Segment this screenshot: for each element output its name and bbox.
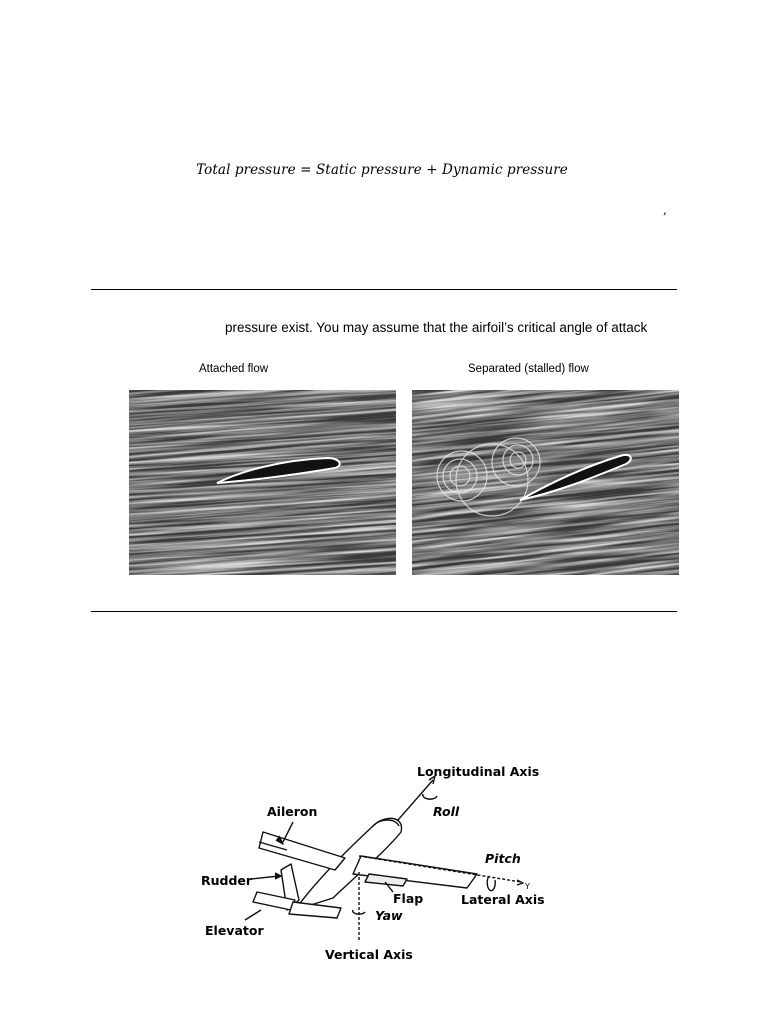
stalled-flow-photo	[412, 390, 679, 575]
label-rudder: Rudder	[201, 873, 253, 888]
aircraft-axes-diagram	[195, 752, 550, 967]
stalled-flow-caption: Separated (stalled) flow	[468, 363, 589, 375]
body-text-line: pressure exist. You may assume that the airfoil’s critical angle of attack	[225, 320, 648, 335]
label-pitch: Pitch	[485, 851, 521, 866]
label-aileron: Aileron	[267, 804, 318, 819]
attached-flow-photo	[129, 390, 396, 575]
label-flap: Flap	[393, 891, 424, 906]
stray-comma: ,	[663, 203, 667, 217]
divider-bottom	[91, 611, 677, 612]
divider-top	[91, 289, 677, 290]
label-lateral-axis: Lateral Axis	[461, 892, 545, 907]
label-longitudinal-axis: Longitudinal Axis	[417, 764, 540, 779]
roll-rotation-arrow-icon	[423, 794, 437, 799]
label-vertical-axis: Vertical Axis	[325, 947, 413, 962]
label-elevator: Elevator	[205, 923, 264, 938]
pressure-equation: Total pressure = Static pressure + Dynamic pressure	[196, 162, 568, 178]
attached-flow-caption: Attached flow	[199, 363, 269, 375]
label-yaw: Yaw	[375, 908, 403, 923]
label-y-axis: Y	[525, 882, 530, 891]
label-roll: Roll	[433, 804, 460, 819]
